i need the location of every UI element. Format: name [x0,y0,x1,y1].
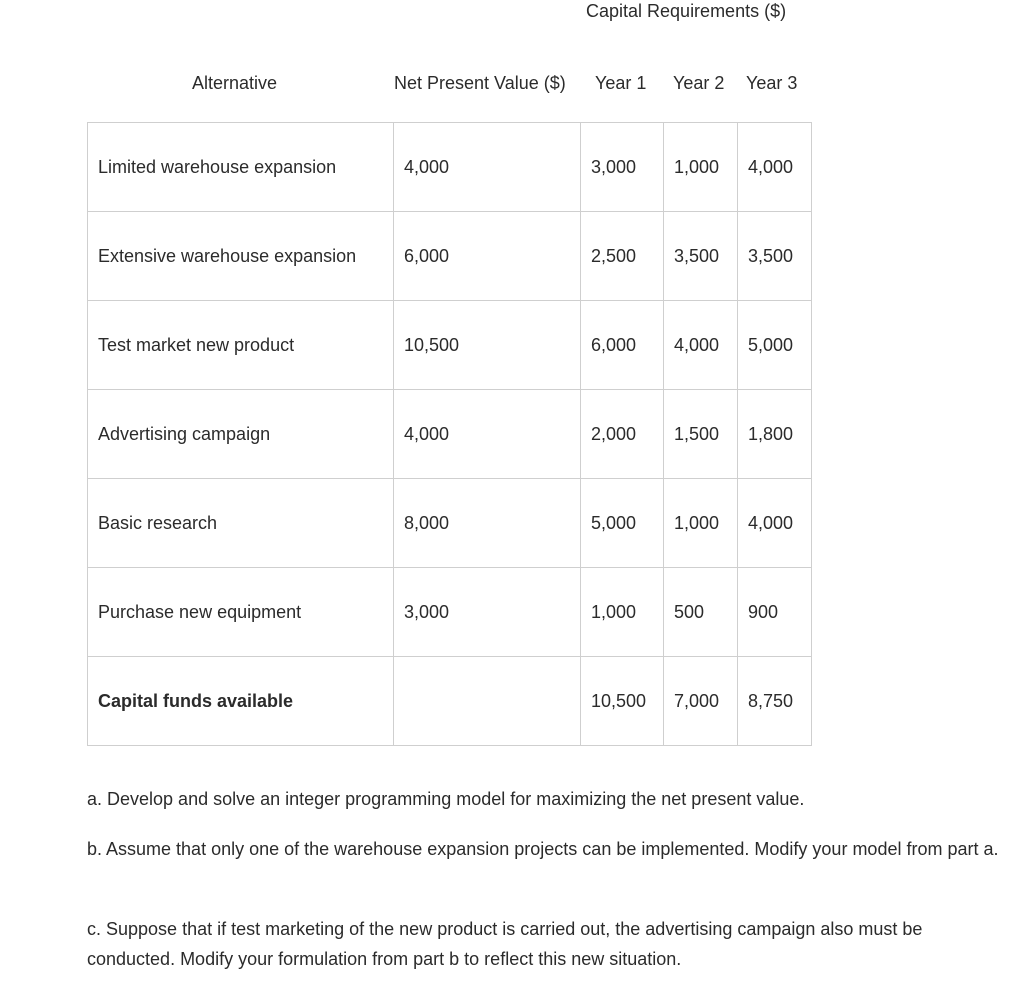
year1-cell: 2,000 [581,390,664,479]
year3-column-header: Year 3 [746,73,798,93]
year2-cell: 500 [664,568,738,657]
year1-cell: 5,000 [581,479,664,568]
table-row [88,123,812,212]
capital-requirements-header: Capital Requirements ($) [586,1,787,21]
alternative-cell: Basic research [88,479,394,568]
alternative-cell: Advertising campaign [88,390,394,479]
alternative-cell: Limited warehouse expansion [88,123,394,212]
capital-funds-row [88,657,812,746]
year3-cell: 900 [738,568,812,657]
npv-cell: 3,000 [394,568,581,657]
year3-cell: 4,000 [738,479,812,568]
table-row [88,479,812,568]
year3-cell: 5,000 [738,301,812,390]
npv-column-header: Net Present Value ($) [394,73,566,93]
question-a: a. Develop and solve an integer programming model for maximizing the net present value. [87,789,805,809]
year1-cell: 2,500 [581,212,664,301]
npv-cell: 10,500 [394,301,581,390]
year2-cell: 1,500 [664,390,738,479]
year2-cell: 4,000 [664,301,738,390]
year2-cell: 7,000 [664,657,738,746]
year3-cell: 8,750 [738,657,812,746]
year3-cell: 3,500 [738,212,812,301]
capital-funds-label: Capital funds available [88,657,394,746]
npv-cell: 6,000 [394,212,581,301]
question-c: c. Suppose that if test marketing of the new product is carried out, the advertising campaign also must be conducted. Modify your formulation from part b to reflect this new situation. [87,919,923,969]
alternative-cell: Test market new product [88,301,394,390]
year2-cell: 1,000 [664,479,738,568]
table-row [88,568,812,657]
year1-cell: 1,000 [581,568,664,657]
year2-cell: 1,000 [664,123,738,212]
year1-cell: 3,000 [581,123,664,212]
year1-cell: 6,000 [581,301,664,390]
year1-cell: 10,500 [581,657,664,746]
npv-cell: 4,000 [394,390,581,479]
npv-cell: 4,000 [394,123,581,212]
npv-cell: 8,000 [394,479,581,568]
alternative-cell: Purchase new equipment [88,568,394,657]
alternative-column-header: Alternative [192,73,278,93]
alternative-cell: Extensive warehouse expansion [88,212,394,301]
year3-cell: 4,000 [738,123,812,212]
year2-column-header: Year 2 [673,73,725,93]
year2-cell: 3,500 [664,212,738,301]
year3-cell: 1,800 [738,390,812,479]
question-b: b. Assume that only one of the warehouse expansion projects can be implemented. Modify your model from part a. [87,839,999,859]
capital-requirements-table [87,122,812,746]
table-row [88,390,812,479]
table-row [88,212,812,301]
table-row [88,301,812,390]
year1-column-header: Year 1 [595,73,647,93]
npv-cell-empty [394,657,581,746]
